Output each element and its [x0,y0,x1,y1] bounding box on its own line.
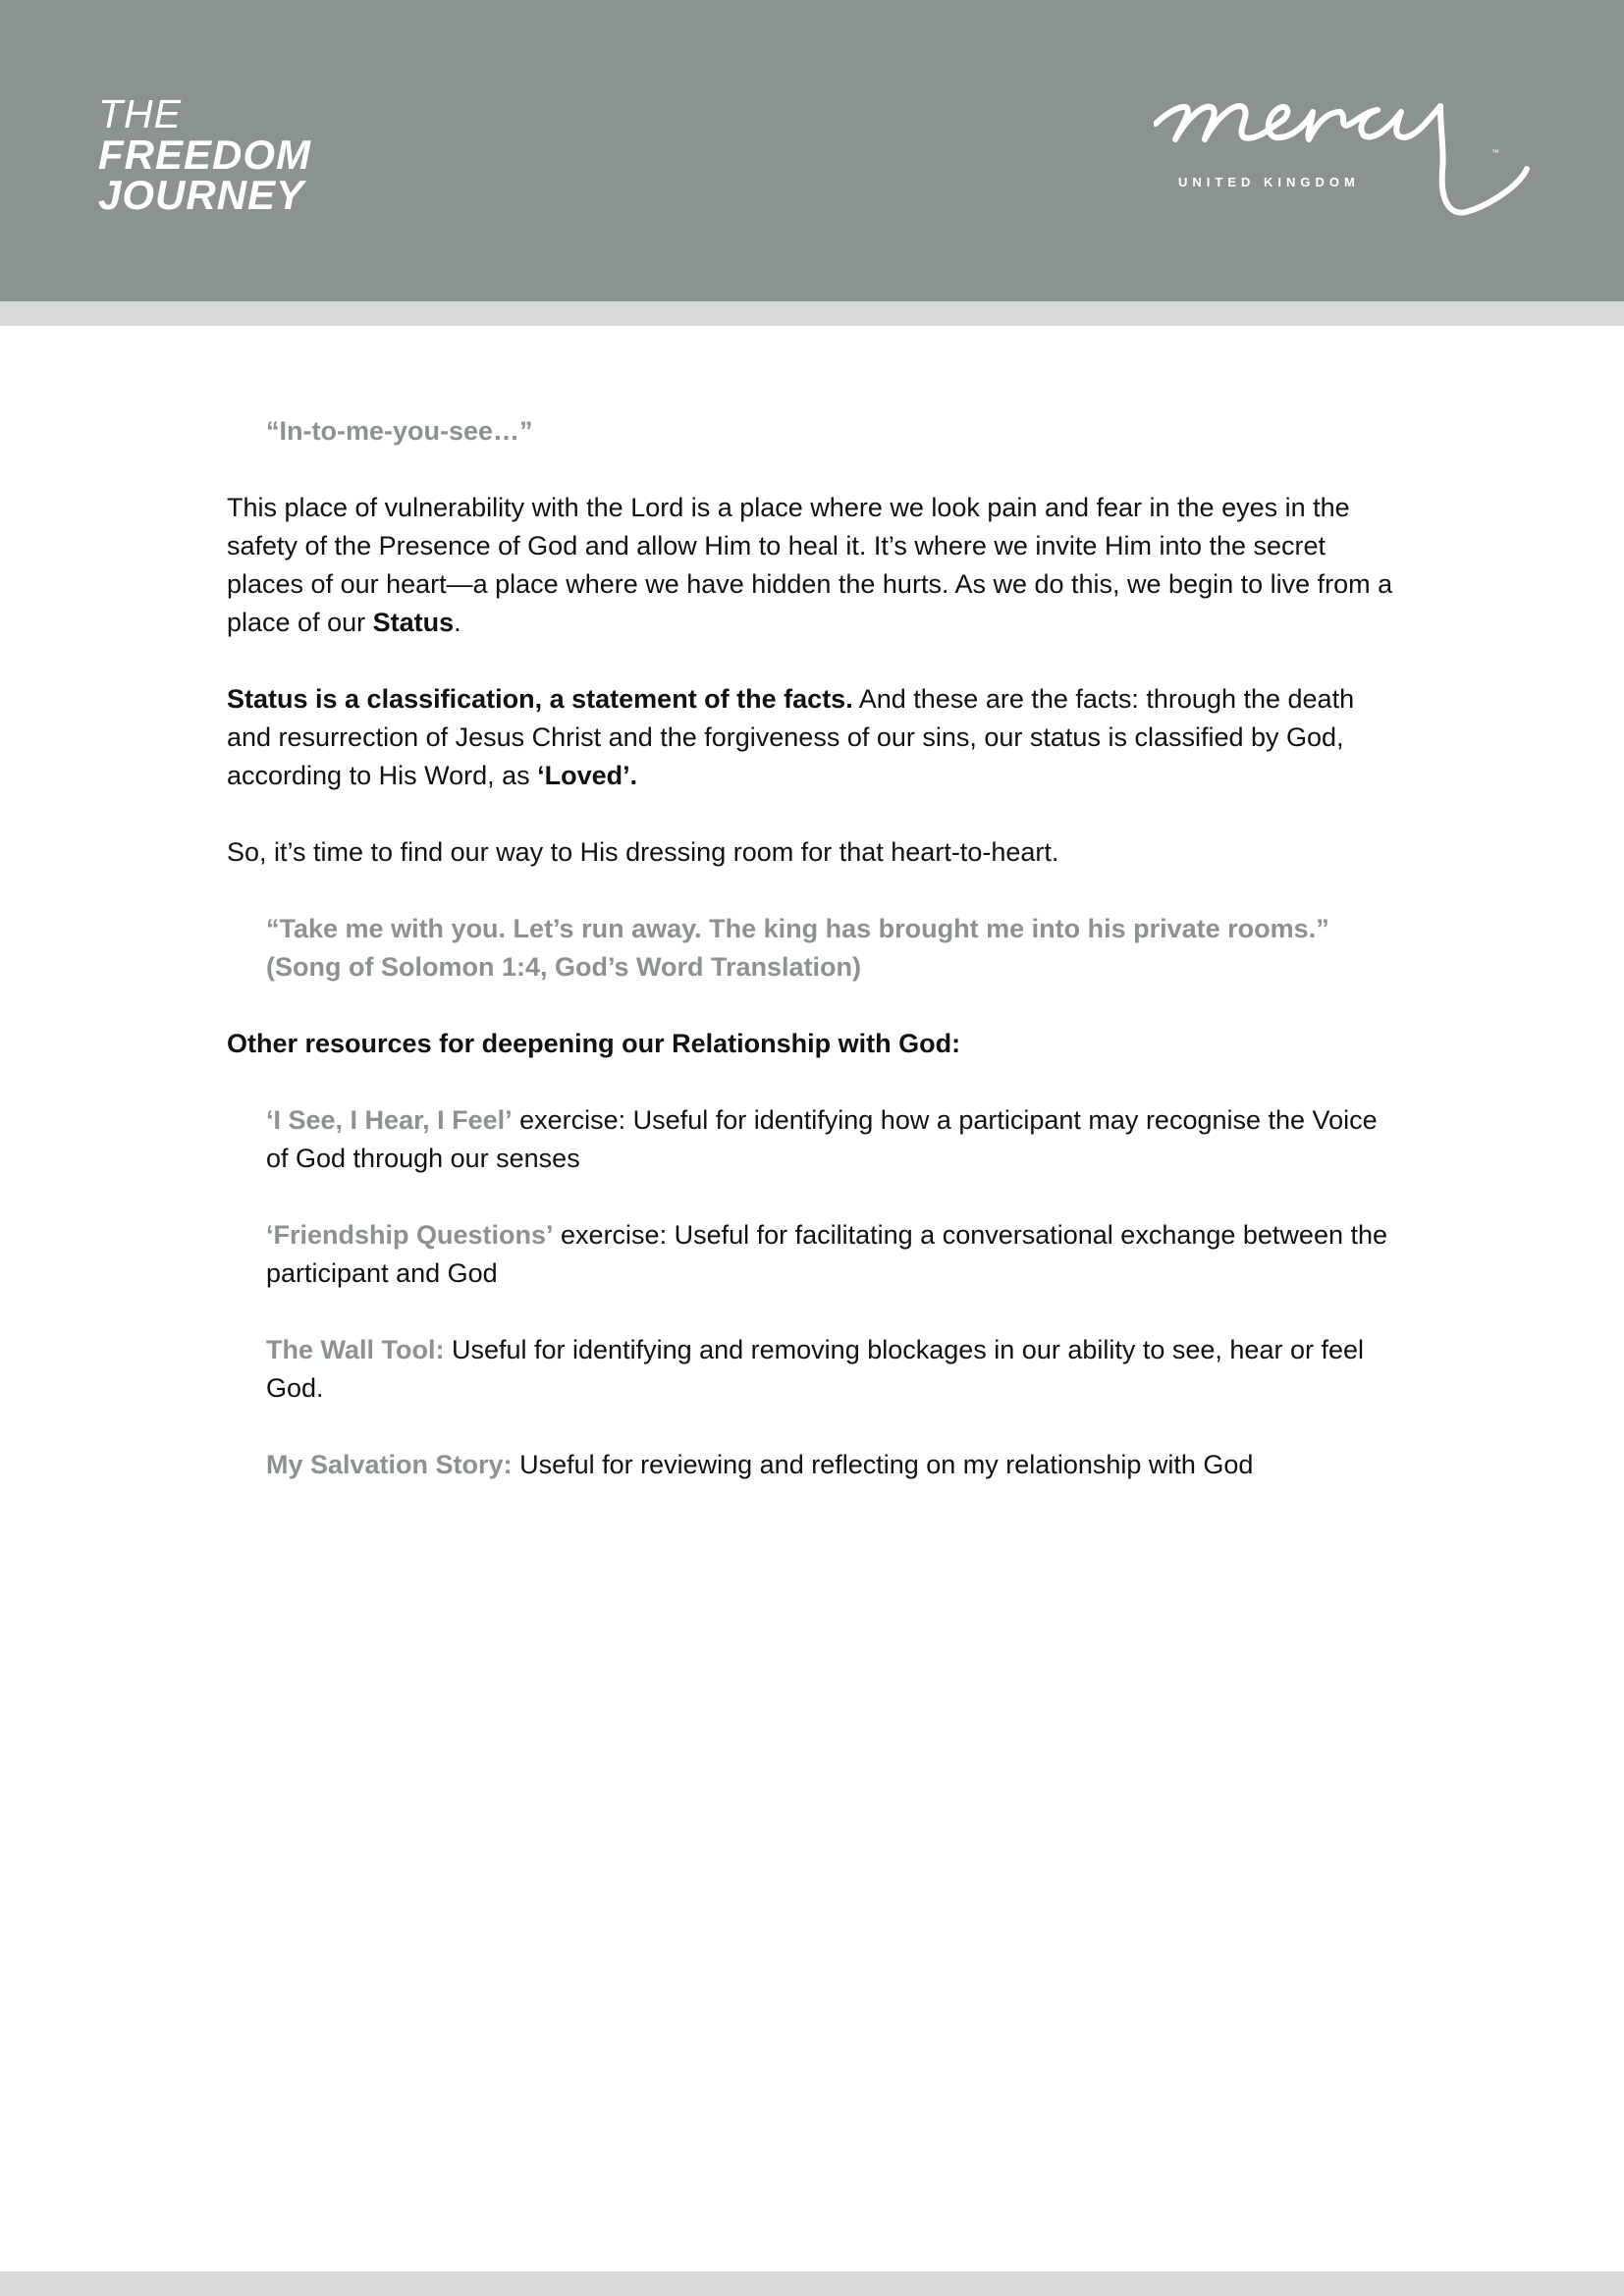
logo-subtitle: UNITED KINGDOM [1178,175,1360,189]
resource-item [266,1216,1405,1293]
brand-journey: JOURNEY [98,172,305,218]
mercy-logo [1154,90,1532,233]
footer-band [0,2271,1624,2296]
status-text: And these are the facts: through the death and resurrection of Jesus Christ and the forgiveness of our sins, our status is classified by God, according to His Word, as [227,684,1355,790]
vulnerability-text: This place of vulnerability with the Lord is a place where we look pain and fear in the eyes in the safety of the Presence of God and allow Him to heal it. It’s where we invite Him into the secret places of our heart—a place where we have hidden the hurts. As we do this, we begin to live from a place of our [227,493,1393,637]
resource-title: ‘I See, I Hear, I Feel’ [266,1105,513,1135]
scripture-reference: (Song of Solomon 1:4, God’s Word Translation) [266,952,861,982]
resource-description: Useful for reviewing and reflecting on my relationship with God [512,1450,1254,1479]
brand-freedom: FREEDOM [98,132,311,178]
resource-item [266,1101,1405,1178]
status-paragraph [227,680,1405,795]
dressing-room-paragraph: So, it’s time to find our way to His dressing room for that heart-to-heart. [227,837,1059,867]
vulnerability-end: . [454,608,461,637]
resource-item [266,1446,1405,1484]
resource-item [266,1331,1405,1408]
mercy-script-wordmark [1156,106,1527,213]
opening-quote: “In-to-me-you-see…” [266,416,533,446]
resource-description: Useful for identifying and removing blockages in our ability to see, hear or feel God. [266,1335,1364,1403]
resource-title: ‘Friendship Questions’ [266,1220,554,1250]
freedom-journey-brand [98,91,311,218]
vulnerability-paragraph [227,489,1405,642]
header-divider-band [0,301,1624,326]
logo-trademark: ™ [1491,148,1499,157]
resource-title: The Wall Tool: [266,1335,445,1364]
scripture-line-1: “Take me with you. Let’s run away. The king has brought me into his private rooms.” [266,914,1329,943]
scripture-quote [266,910,1405,987]
resources-heading: Other resources for deepening our Relationship with God: [227,1029,961,1058]
status-definition: Status is a classification, a statement of the facts. [227,684,853,714]
brand-the: THE [98,91,182,136]
status-word: Status [372,608,455,637]
resource-description: exercise: Useful for identifying how a participant may recognise the Voice of God through our senses [266,1105,1378,1173]
document-body [227,412,1405,1522]
resource-description: exercise: Useful for facilitating a conversational exchange between the participant and God [266,1220,1388,1288]
resource-title: My Salvation Story: [266,1450,513,1479]
loved-word: ‘Loved’. [537,761,638,790]
